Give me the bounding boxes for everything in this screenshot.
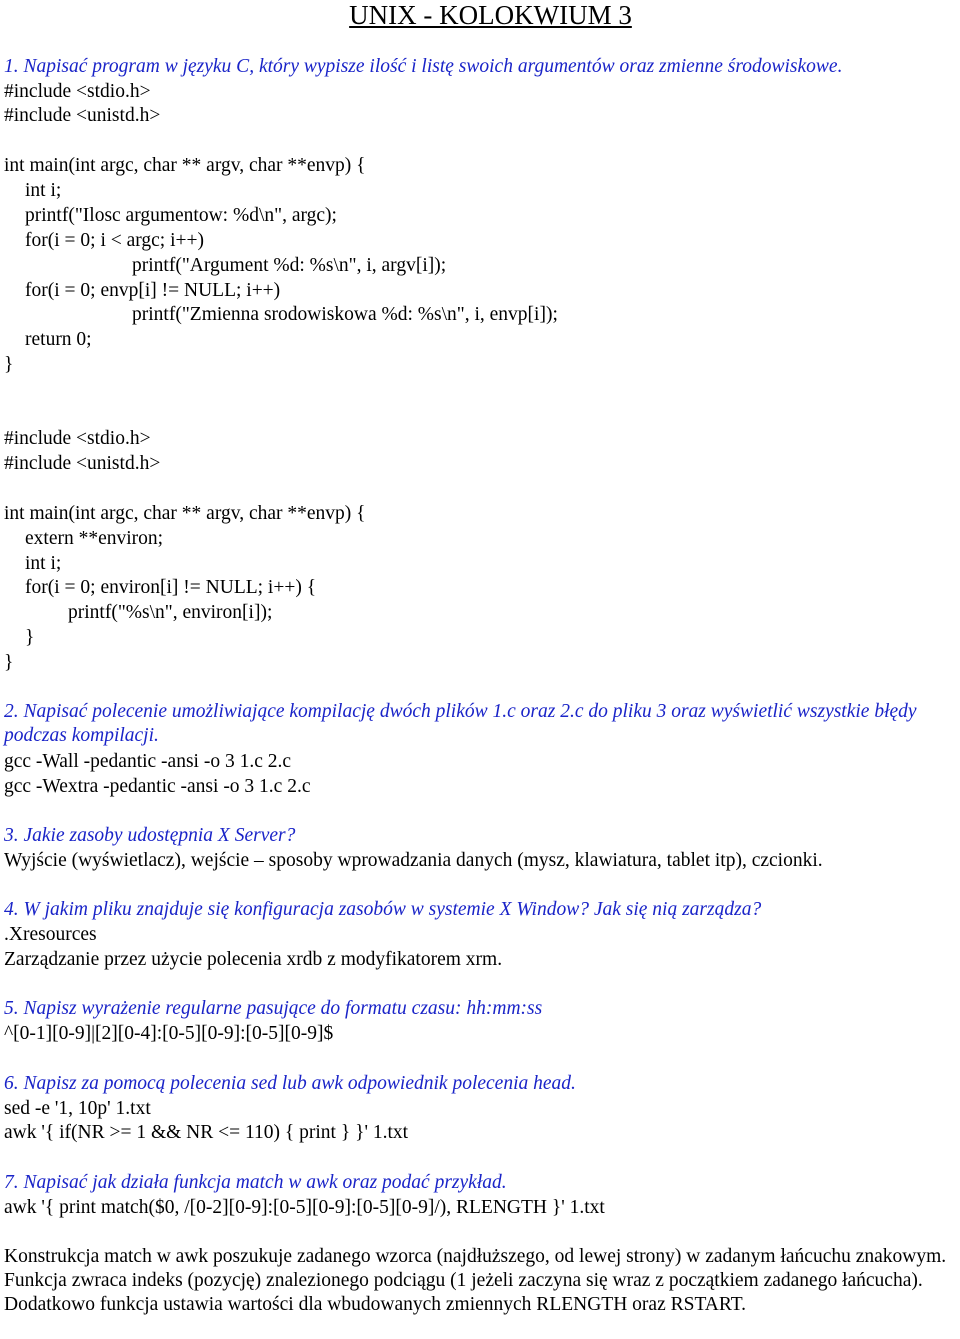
code-line: return 0;	[25, 329, 92, 350]
page-title: UNIX - KOLOKWIUM 3	[349, 0, 632, 30]
code-line: for(i = 0; envp[i] != NULL; i++)	[25, 280, 281, 301]
code-line: int i;	[25, 180, 62, 201]
question-3: 3. Jakie zasoby udostępnia X Server?	[4, 825, 296, 846]
answer-line: gcc -Wall -pedantic -ansi -o 3 1.c 2.c	[4, 751, 292, 772]
question-1: 1. Napisać program w języku C, który wypisze ilość i listę swoich argumentów oraz zmienne środowiskowe.	[4, 56, 843, 77]
answer-line: gcc -Wextra -pedantic -ansi -o 3 1.c 2.c	[4, 776, 311, 797]
code-line: }	[4, 652, 14, 673]
code-line: int i;	[25, 553, 62, 574]
code-line: #include <stdio.h>	[4, 81, 151, 102]
code-line: printf("Argument %d: %s\n", i, argv[i]);	[132, 255, 447, 276]
question-5: 5. Napisz wyrażenie regularne pasujące do formatu czasu: hh:mm:ss	[4, 998, 543, 1019]
code-line: }	[4, 354, 14, 375]
answer-line: Zarządzanie przez użycie polecenia xrdb z modyfikatorem xrm.	[4, 949, 503, 970]
code-line: #include <unistd.h>	[4, 105, 161, 126]
code-line: printf("%s\n", environ[i]);	[68, 602, 273, 623]
answer-line: sed -e '1, 10p' 1.txt	[4, 1098, 151, 1119]
answer-line: ^[0-1][0-9]|[2][0-4]:[0-5][0-9]:[0-5][0-9]$	[4, 1023, 334, 1044]
code-line: }	[25, 627, 35, 648]
code-line: printf("Zmienna srodowiskowa %d: %s\n", i, envp[i]);	[132, 304, 558, 325]
question-2: 2. Napisać polecenie umożliwiające kompilację dwóch plików 1.c oraz 2.c do pliku 3 oraz wyświetlić wszystkie błędy podczas kompilacji.	[4, 701, 917, 746]
code-line: #include <unistd.h>	[4, 453, 161, 474]
answer-line: awk '{ if(NR >= 1 && NR <= 110) { print } }' 1.txt	[4, 1122, 409, 1143]
question-6: 6. Napisz za pomocą polecenia sed lub awk odpowiednik polecenia head.	[4, 1073, 576, 1094]
question-7: 7. Napisać jak działa funkcja match w awk oraz podać przykład.	[4, 1172, 507, 1193]
code-line: int main(int argc, char ** argv, char **envp) {	[4, 503, 366, 524]
code-line: printf("Ilosc argumentow: %d\n", argc);	[25, 205, 337, 226]
code-line: int main(int argc, char ** argv, char **envp) {	[4, 155, 366, 176]
code-line: for(i = 0; environ[i] != NULL; i++) {	[25, 577, 317, 598]
code-line: extern **environ;	[25, 528, 164, 549]
code-line: for(i = 0; i < argc; i++)	[25, 230, 205, 251]
code-line: #include <stdio.h>	[4, 428, 151, 449]
explanation-paragraph: Konstrukcja match w awk poszukuje zadanego wzorca (najdłuższego, od lewej strony) w zadanym łańcuchu znakowym. Funkcja zwraca indeks (pozycję) znalezionego podciągu (1 jeżeli zaczyna się wraz z początkiem zadanego łańcucha). Dodatkowo funkcja ustawia wartości dla wbudowanych zmiennych RLENGTH oraz RSTART.	[4, 1246, 947, 1315]
answer-line: Wyjście (wyświetlacz), wejście – sposoby wprowadzania danych (mysz, klawiatura, tablet itp), czcionki.	[4, 850, 823, 871]
answer-line: .Xresources	[4, 924, 97, 945]
question-4: 4. W jakim pliku znajduje się konfiguracja zasobów w systemie X Window? Jak się nią zarządza?	[4, 899, 762, 920]
answer-line: awk '{ print match($0, /[0-2][0-9]:[0-5][0-9]:[0-5][0-9]/), RLENGTH }' 1.txt	[4, 1197, 605, 1218]
